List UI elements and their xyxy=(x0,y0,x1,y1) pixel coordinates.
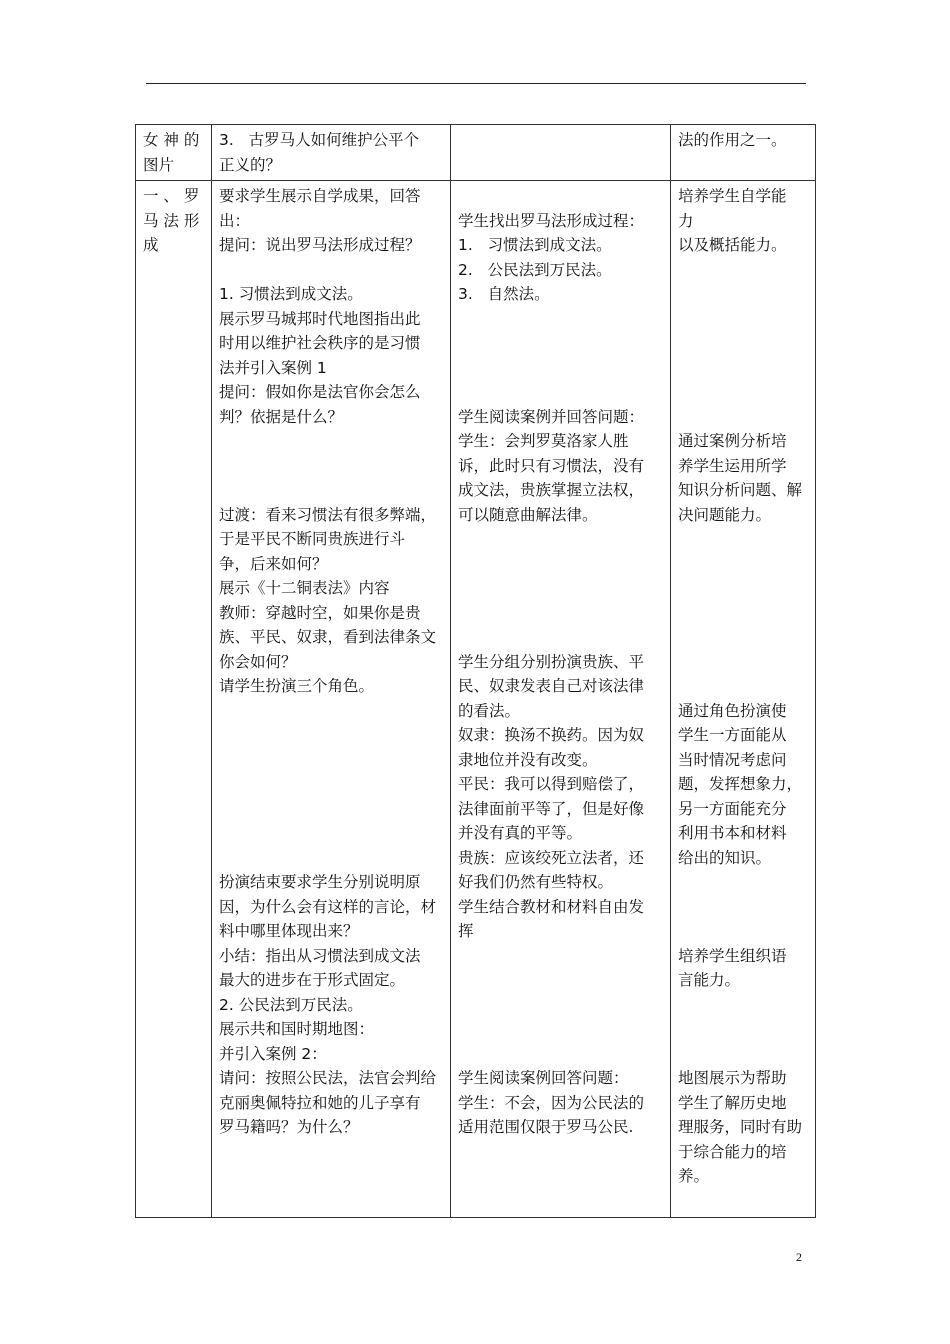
cell-line: 诉，此时只有习惯法，没有 xyxy=(458,456,645,475)
cell-student-activity xyxy=(451,181,671,1218)
cell-line xyxy=(458,968,664,993)
cell-line xyxy=(458,184,664,209)
cell-teacher-activity xyxy=(212,125,451,181)
lesson-plan-table xyxy=(135,124,816,1218)
cell-line xyxy=(458,380,664,405)
cell-line: 争，后来如何？ xyxy=(219,554,328,573)
cell-line xyxy=(678,405,809,430)
cell-line: 克丽奥佩特拉和她的儿子享有 xyxy=(219,1093,421,1112)
cell-line: 展示共和国时期地图： xyxy=(219,1020,375,1038)
cell-line xyxy=(219,258,444,283)
cell-line: 出： xyxy=(219,211,251,230)
cell-line: 通过案例分析培 xyxy=(678,432,787,450)
cell-line: 教师：穿越时空，如果你是贵 xyxy=(219,603,421,622)
cell-line: 贵族：应该绞死立法者，还 xyxy=(458,848,645,867)
cell-line xyxy=(678,919,809,944)
cell-line xyxy=(219,748,444,773)
cell-line: 罗马籍吗？为什么？ xyxy=(219,1118,359,1136)
cell-line: 族、平民、奴隶，看到法律条文 xyxy=(219,628,437,646)
cell-line: 展示罗马城邦时代地图指出此 xyxy=(219,309,421,328)
cell-line: 过渡：看来习惯法有很多弊端， xyxy=(219,505,437,524)
cell-line: 培养学生自学能 xyxy=(678,187,787,205)
cell-line: 请问：按照公民法，法官会判给 xyxy=(219,1069,437,1087)
cell-line xyxy=(458,625,664,650)
cell-line xyxy=(458,1017,664,1042)
cell-line: 成文法，贵族掌握立法权， xyxy=(458,481,645,499)
cell-line: 通过角色扮演使 xyxy=(678,701,787,720)
cell-line xyxy=(219,429,444,454)
cell-line xyxy=(458,1042,664,1067)
cell-line: 理服务，同时有助 xyxy=(678,1118,803,1136)
cell-line xyxy=(458,576,664,601)
cell-line xyxy=(678,895,809,920)
cell-line: 挥 xyxy=(458,922,474,940)
cell-line: 养学生运用所学 xyxy=(678,456,787,475)
cell-line xyxy=(458,944,664,969)
cell-line xyxy=(678,650,809,675)
cell-line: 你会如何？ xyxy=(219,652,297,671)
cell-line: 1. 习惯法到成文法。 xyxy=(458,236,612,254)
cell-line: 学生结合教材和材料自由发 xyxy=(458,897,645,916)
cell-line: 题，发挥想象力， xyxy=(678,775,803,793)
cell-line: 学生阅读案例并回答问题： xyxy=(458,407,645,426)
cell-line: 最大的进步在于形式固定。 xyxy=(219,971,406,989)
cell-line xyxy=(678,625,809,650)
cell-stage xyxy=(136,181,212,1218)
cell-line: 2. 公民法到万民法。 xyxy=(458,260,612,279)
cell-line xyxy=(678,1042,809,1067)
cell-line: 决问题能力。 xyxy=(678,505,772,524)
cell-line xyxy=(219,797,444,822)
cell-line: 提问：说出罗马法形成过程？ xyxy=(219,236,421,254)
cell-line: 于是平民不断同贵族进行斗 xyxy=(219,530,406,548)
cell-line: 法律面前平等了，但是好像 xyxy=(458,799,645,818)
cell-line xyxy=(678,282,809,307)
cell-line xyxy=(458,993,664,1018)
cell-student-activity xyxy=(451,125,671,181)
cell-line xyxy=(678,380,809,405)
cell-line: 一 、 罗 xyxy=(143,187,200,205)
cell-design-intent xyxy=(671,125,816,181)
cell-line: 马 法 形 xyxy=(143,211,200,230)
cell-line: 知识分析问题、解 xyxy=(678,481,803,499)
cell-line xyxy=(458,356,664,381)
cell-line xyxy=(458,552,664,577)
cell-line: 图片 xyxy=(143,155,175,174)
cell-line: 利用书本和材料 xyxy=(678,824,787,842)
cell-line: 学生：会判罗莫洛家人胜 xyxy=(458,432,629,450)
cell-line: 2. 公民法到万民法。 xyxy=(219,995,363,1014)
cell-line xyxy=(219,478,444,503)
cell-line xyxy=(678,1017,809,1042)
cell-teacher-activity xyxy=(212,181,451,1218)
cell-line: 请学生扮演三个角色。 xyxy=(219,677,375,695)
cell-line: 适用范围仅限于罗马公民. xyxy=(458,1118,634,1136)
cell-line: 提问：假如你是法官你会怎么 xyxy=(219,383,421,401)
cell-line xyxy=(678,527,809,552)
cell-line: 并引入案例 2： xyxy=(219,1044,327,1063)
cell-line xyxy=(678,674,809,699)
cell-line xyxy=(678,993,809,1018)
cell-line: 正义的？ xyxy=(219,155,282,174)
cell-line: 奴隶：换汤不换药。因为奴 xyxy=(458,726,645,744)
cell-line: 学生分组分别扮演贵族、平 xyxy=(458,652,645,671)
cell-line xyxy=(678,870,809,895)
cell-line: 法并引入案例 1 xyxy=(219,358,327,377)
cell-line xyxy=(678,552,809,577)
cell-line: 给出的知识。 xyxy=(678,848,772,867)
table-row xyxy=(136,125,816,181)
cell-line: 学生一方面能从 xyxy=(678,726,787,744)
cell-line xyxy=(678,307,809,332)
cell-line: 于综合能力的培 xyxy=(678,1142,787,1161)
cell-line: 要求学生展示自学成果，回答 xyxy=(219,187,421,205)
cell-line: 可以随意曲解法律。 xyxy=(458,505,598,524)
cell-line: 学生阅读案例回答问题： xyxy=(458,1069,629,1087)
cell-line: 因，为什么会有这样的言论，材 xyxy=(219,897,437,916)
cell-line: 言能力。 xyxy=(678,971,741,989)
cell-line: 并没有真的平等。 xyxy=(458,824,583,842)
cell-line xyxy=(678,576,809,601)
cell-line: 料中哪里体现出来？ xyxy=(219,922,359,940)
cell-line: 隶地位并没有改变。 xyxy=(458,750,598,769)
cell-line: 当时情况考虑问 xyxy=(678,750,787,769)
cell-line xyxy=(219,454,444,479)
cell-line xyxy=(458,307,664,332)
cell-line: 扮演结束要求学生分别说明原 xyxy=(219,873,421,891)
cell-line xyxy=(458,331,664,356)
cell-line: 1. 习惯法到成文法。 xyxy=(219,285,363,303)
cell-line xyxy=(219,723,444,748)
cell-line: 3. 古罗马人如何维护公平个 xyxy=(219,131,420,149)
cell-line: 成 xyxy=(143,236,159,254)
cell-line: 地图展示为帮助 xyxy=(678,1069,787,1087)
cell-line: 培养学生组织语 xyxy=(678,946,787,965)
cell-line: 展示《十二铜表法》内容 xyxy=(219,579,390,597)
cell-line xyxy=(678,356,809,381)
header-rule xyxy=(146,83,806,84)
cell-line: 平民：我可以得到赔偿了， xyxy=(458,775,645,793)
cell-line: 3. 自然法。 xyxy=(458,285,550,303)
cell-line xyxy=(678,258,809,283)
cell-line: 女 神 的 xyxy=(143,131,200,149)
cell-line: 的看法。 xyxy=(458,701,521,720)
cell-line xyxy=(219,772,444,797)
cell-line xyxy=(678,331,809,356)
cell-line xyxy=(219,699,444,724)
cell-line xyxy=(219,821,444,846)
cell-line: 时用以维护社会秩序的是习惯 xyxy=(219,334,421,352)
cell-line: 以及概括能力。 xyxy=(678,236,787,254)
cell-line xyxy=(458,527,664,552)
cell-line: 力 xyxy=(678,211,694,230)
cell-line: 民、奴隶发表自己对该法律 xyxy=(458,677,645,695)
cell-line xyxy=(458,601,664,626)
cell-line: 学生：不会，因为公民法的 xyxy=(458,1093,645,1112)
cell-line: 小结：指出从习惯法到成文法 xyxy=(219,946,421,965)
cell-design-intent xyxy=(671,181,816,1218)
page-number: 2 xyxy=(796,1250,802,1264)
cell-line: 另一方面能充分 xyxy=(678,799,787,818)
table-row xyxy=(136,181,816,1218)
cell-line: 判？依据是什么？ xyxy=(219,407,344,426)
cell-line: 学生了解历史地 xyxy=(678,1093,787,1112)
cell-line xyxy=(219,846,444,871)
cell-line xyxy=(678,601,809,626)
cell-line: 学生找出罗马法形成过程： xyxy=(458,211,645,230)
cell-line: 法的作用之一。 xyxy=(678,131,787,149)
cell-line: 养。 xyxy=(678,1167,710,1185)
cell-line: 好我们仍然有些特权。 xyxy=(458,873,614,891)
cell-stage xyxy=(136,125,212,181)
